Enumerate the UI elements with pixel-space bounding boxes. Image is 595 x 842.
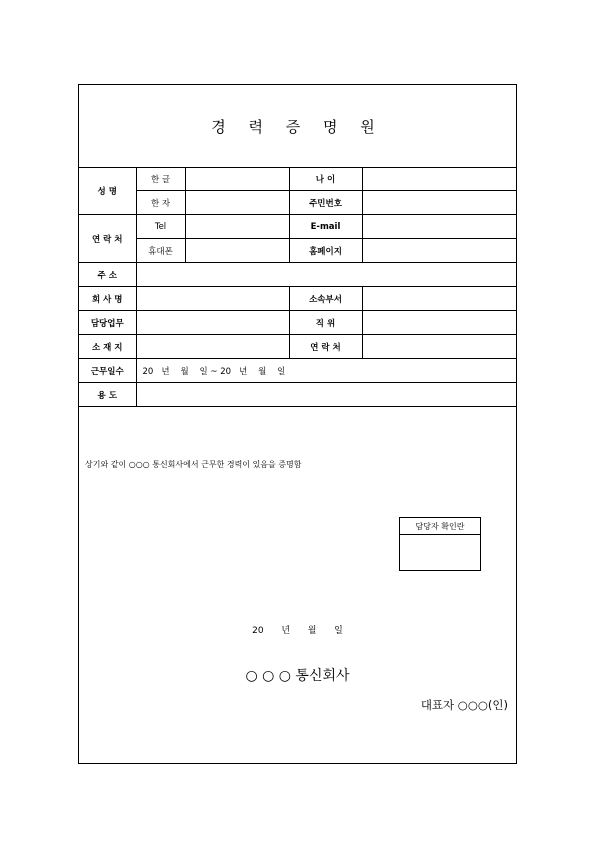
period-field[interactable]: 20 년 월 일 ~ 20 년 월 일 (136, 359, 516, 383)
email-field[interactable] (362, 215, 516, 239)
company-label: 회 사 명 (79, 287, 136, 311)
duty-label: 담당업무 (79, 311, 136, 335)
table-row (79, 335, 516, 359)
position-label: 직 위 (289, 311, 362, 335)
table-row (79, 215, 516, 239)
position-field[interactable] (362, 311, 516, 335)
name-korean-field[interactable] (185, 167, 289, 191)
table-row (79, 311, 516, 335)
table-row (79, 167, 516, 191)
rrn-label: 주민번호 (289, 191, 362, 215)
department-label: 소속부서 (289, 287, 362, 311)
rrn-field[interactable] (362, 191, 516, 215)
name-label: 성 명 (79, 167, 136, 215)
table-row (79, 287, 516, 311)
location-field[interactable] (136, 335, 289, 359)
name-hanja-field[interactable] (185, 191, 289, 215)
purpose-label: 용 도 (79, 383, 136, 407)
period-label: 근무일수 (79, 359, 136, 383)
purpose-field[interactable] (136, 383, 516, 407)
email-label: E-mail (289, 215, 362, 239)
staff-confirmation-box (399, 517, 481, 571)
certificate-form (78, 84, 517, 764)
age-label: 나 이 (289, 167, 362, 191)
company-field[interactable] (136, 287, 289, 311)
table-row (79, 359, 516, 383)
issue-date: 20 년 월 일 (252, 626, 343, 636)
tel-label: Tel (136, 215, 185, 239)
age-field[interactable] (362, 167, 516, 191)
address-field[interactable] (136, 263, 516, 287)
department-field[interactable] (362, 287, 516, 311)
table-row (79, 191, 516, 215)
certification-statement: 상기와 같이 ○○○ 통신회사에서 근무한 경력이 있음을 증명함 (85, 460, 302, 469)
table-row (79, 383, 516, 407)
name-hanja-label: 한 자 (136, 191, 185, 215)
homepage-field[interactable] (362, 239, 516, 263)
location-label: 소 재 지 (79, 335, 136, 359)
duty-field[interactable] (136, 311, 289, 335)
contact-label: 연 락 처 (79, 215, 136, 263)
mobile-field[interactable] (185, 239, 289, 263)
homepage-label: 홈페이지 (289, 239, 362, 263)
document-title: 경 력 증 명 원 (79, 85, 516, 168)
confirmation-label: 담당자 확인란 (400, 518, 480, 535)
mobile-label: 휴대폰 (136, 239, 185, 263)
name-korean-label: 한 글 (136, 167, 185, 191)
company-contact-field[interactable] (362, 335, 516, 359)
company-contact-label: 연 락 처 (289, 335, 362, 359)
table-row (79, 263, 516, 287)
table-row (79, 239, 516, 263)
issuer-company: ○ ○ ○ 통신회사 (245, 668, 350, 684)
career-info-table (79, 167, 516, 407)
tel-field[interactable] (185, 215, 289, 239)
address-label: 주 소 (79, 263, 136, 287)
representative-signature: 대표자 ○○○(인) (420, 698, 508, 712)
